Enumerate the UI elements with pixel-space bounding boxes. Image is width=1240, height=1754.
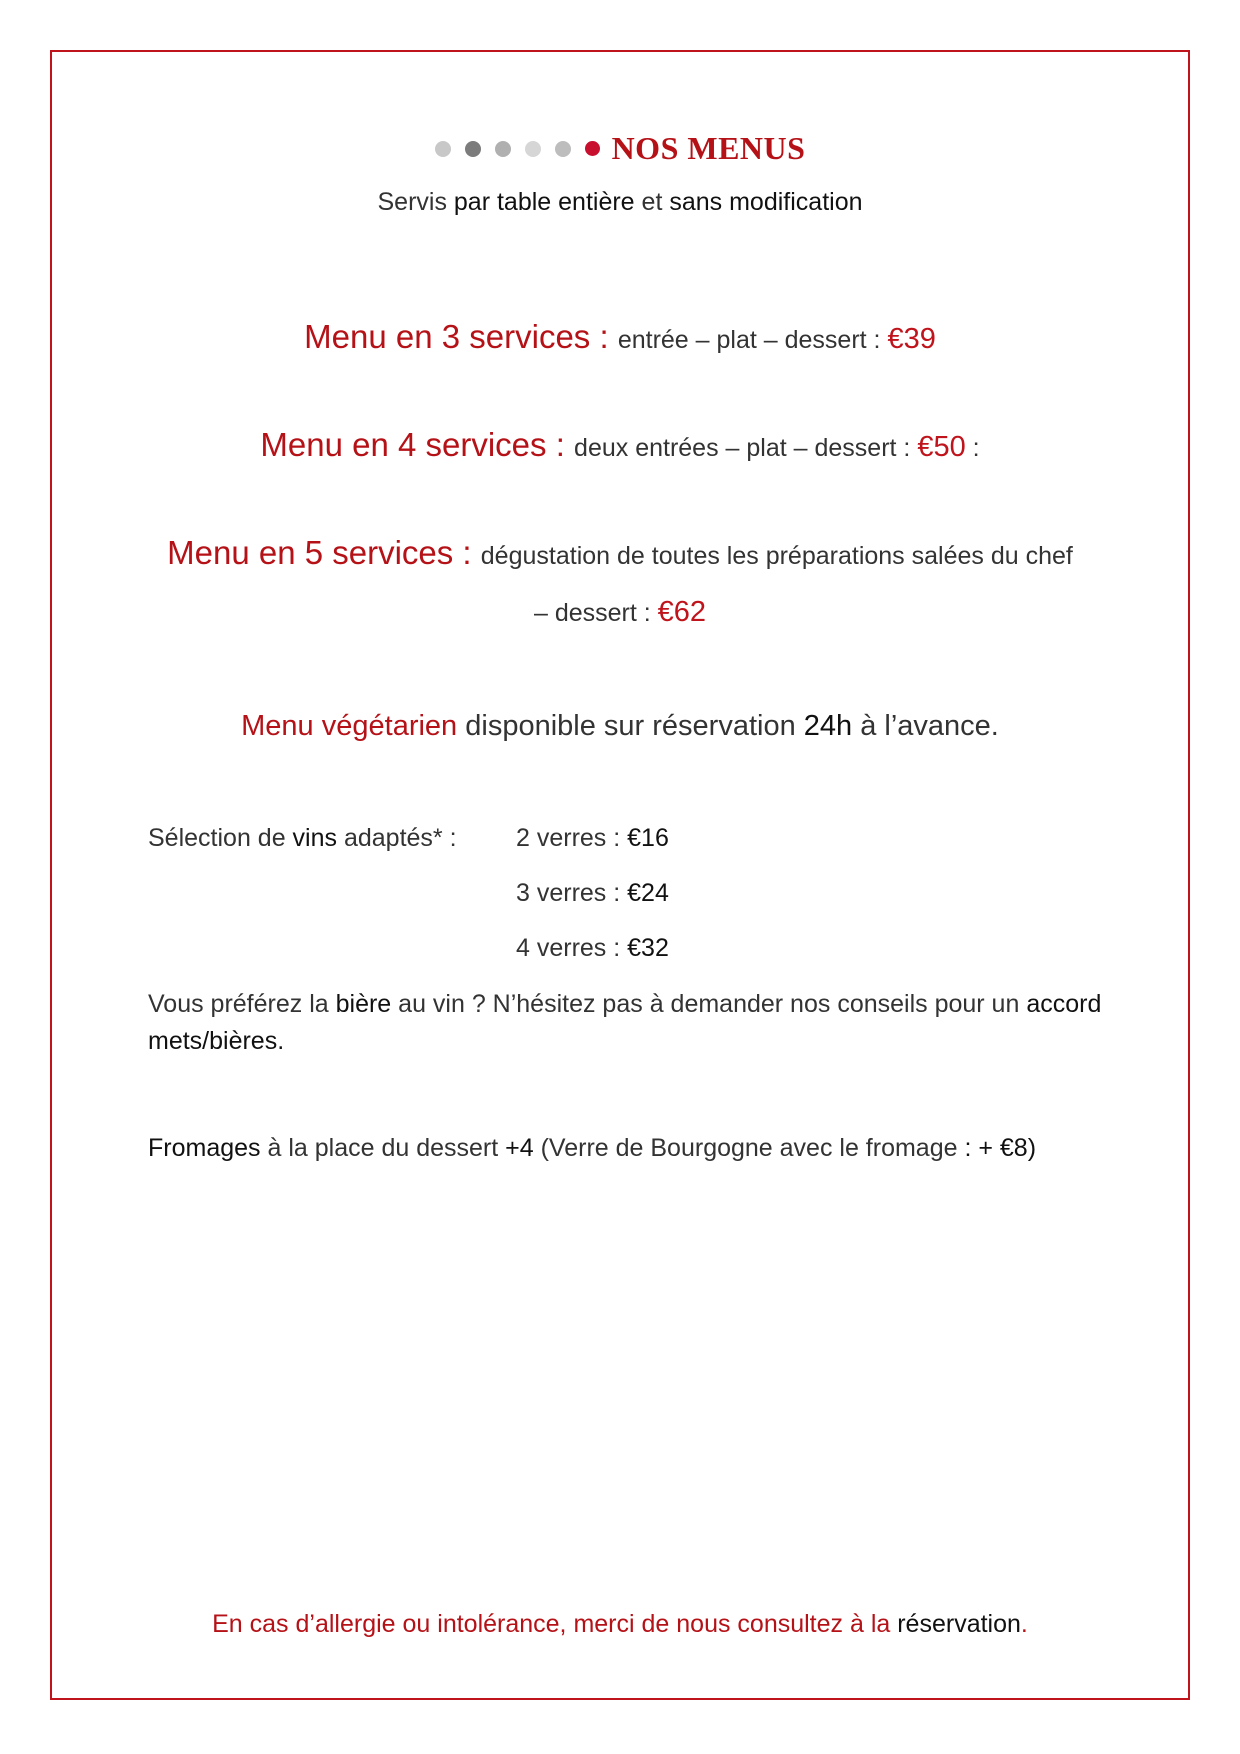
allergy-text: En cas d’allergie ou intolérance, merci de nous consultez à la [212,1610,898,1638]
menu-tail: : [965,434,980,462]
menu-3-services [0,318,1240,356]
dark-grey-dot-icon [465,141,481,157]
menu-description: dégustation de toutes les préparations salées du chef [480,542,1073,570]
beer-text: au vin ? N’hésitez pas à demander nos conseils pour un [391,990,1027,1018]
menu-description: entrée – plat – dessert : [617,326,888,354]
allergy-emphasis: réservation [897,1610,1021,1638]
subtitle-text: et [634,188,670,216]
wine-label-text: Sélection de [148,824,293,852]
menu-price: €39 [887,323,936,355]
wine-option-text: 2 verres : [516,824,628,852]
light-grey-dot-icon [525,141,541,157]
wine-option-price: €24 [627,879,669,907]
menu-label: Menu en 3 services : [304,318,618,355]
beer-emphasis: bière [335,990,392,1018]
wine-label-emphasis: vins [292,824,338,852]
menu-label: Menu en 5 services : [167,534,481,571]
cheese-emphasis: Fromages [148,1134,261,1162]
cheese-text: à la place du dessert [260,1134,506,1162]
wine-label-text: adaptés* : [337,824,457,852]
menu-5-services-continued [0,596,1240,629]
vegetarian-text: Menu [241,710,322,742]
subtitle-emphasis: sans modification [669,188,863,216]
beer-note [148,986,1148,1060]
menu-5-services [0,534,1240,572]
vegetarian-emphasis: végétarien [321,710,458,742]
subtitle-text: Servis [377,188,454,216]
beer-text: Vous préférez la [148,990,336,1018]
page-title: NOS MENUS [611,130,806,166]
title-row [0,130,1240,167]
wine-option-price: €16 [627,824,669,852]
grey-dot-icon [495,141,511,157]
wine-option [516,879,669,908]
menu-price: €62 [657,596,707,628]
subtitle-emphasis: par table entière [453,188,635,216]
wine-option [516,934,669,963]
wine-option-text: 3 verres : [516,879,628,907]
vegetarian-emphasis: 24h [803,710,853,742]
grey-dot-icon [435,141,451,157]
cheese-note [148,1130,1148,1167]
beer-emphasis: mets/bières. [148,1027,285,1055]
wine-option-text: 4 verres : [516,934,628,962]
vegetarian-note [0,710,1240,743]
allergy-text: . [1020,1610,1028,1638]
cheese-text: (Verre de Bourgogne avec le fromage [533,1134,965,1162]
page-border [50,50,1190,1700]
cheese-emphasis: : + €8) [964,1134,1037,1162]
menu-4-services [0,426,1240,464]
menu-price: €50 [917,431,966,463]
cheese-emphasis: +4 [505,1134,534,1162]
wine-option-price: €32 [627,934,669,962]
menu-label: Menu en 4 services : [260,426,575,463]
decorative-dots [435,141,600,157]
red-dot-icon [585,141,600,156]
wine-selection-label [148,824,457,853]
wine-option [516,824,669,853]
vegetarian-text: à l’avance. [852,710,999,742]
menu-description: – dessert : [533,599,658,627]
beer-emphasis: accord [1026,990,1102,1018]
vegetarian-text: disponible sur réservation [457,710,804,742]
grey-dot-icon [555,141,571,157]
allergy-note [0,1610,1240,1639]
page-subtitle [0,188,1240,217]
menu-description: deux entrées – plat – dessert : [574,434,918,462]
